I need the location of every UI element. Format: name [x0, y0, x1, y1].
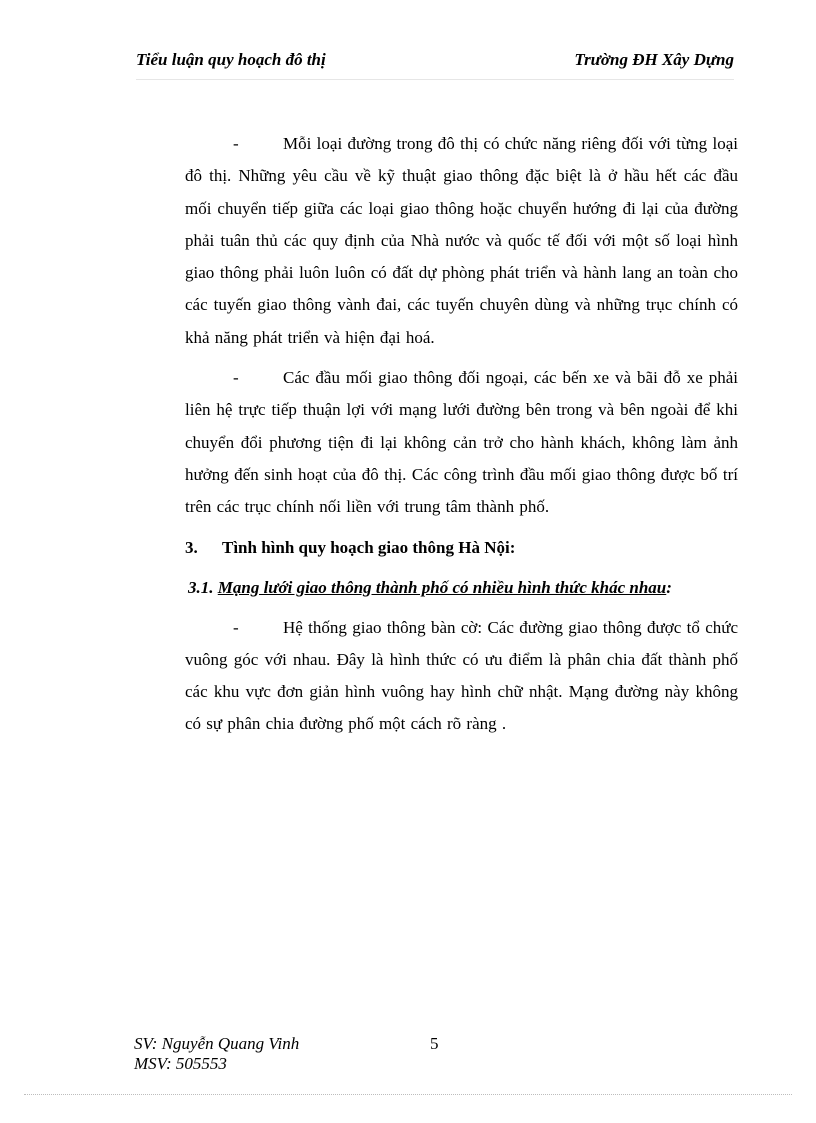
bullet-dash: - — [233, 368, 239, 388]
paragraph-road-functions — [185, 128, 738, 354]
bullet-dash: - — [233, 617, 239, 637]
bullet-dash: - — [233, 134, 239, 153]
subsection-number: 3.1. — [188, 577, 214, 597]
paragraph-text: Các đầu mối giao thông đối ngoại, các bến xe và bãi đỗ xe phải liên hệ trực tiếp thuận lợi với mạng lưới đường bên trong và bên ngoài để khi chuyển đổi phương tiện đi lại không cản trở cho hành khách, không làm ảnh hưởng đến sinh hoạt của đô thị. Các công trình đầu mối giao thông được bố trí trên các trục chính nối liền với trung tâm thành phố. — [185, 368, 738, 517]
paragraph-text: Mỗi loại đường trong đô thị có chức năng riêng đối với từng loại đô thị. Những yêu cầu về kỹ thuật giao thông đặc biệt là ở hầu hết các đầu mối chuyển tiếp giữa các loại giao thông hoặc chuyển hướng đi lại của đường phải tuân thủ các quy định của Nhà nước và quốc tế đối với một số loại hình giao thông phải luôn luôn có đất dự phòng phát triển và hành lang an toàn cho các tuyến giao thông vành đai, các tuyến chuyên dùng và những trục chính có khả năng phát triển và hiện đại hoá. — [185, 134, 738, 347]
page-footer — [134, 1034, 754, 1074]
subsection-title: Mạng lưới giao thông thành phố có nhiều hình thức khác nhau — [217, 577, 667, 597]
header-divider — [136, 79, 734, 80]
page-bottom-divider — [24, 1094, 792, 1095]
paragraph-transport-hubs — [185, 362, 738, 523]
page-number: 5 — [430, 1034, 439, 1053]
header-university: Trường ĐH Xây Dựng — [574, 50, 734, 69]
subsection-heading — [188, 572, 738, 612]
paragraph-grid-network — [185, 612, 738, 741]
page-header — [136, 50, 734, 74]
header-document-title: Tiểu luận quy hoạch đô thị — [136, 50, 326, 69]
page-body — [185, 128, 738, 741]
section-number: 3. — [185, 537, 198, 557]
section-heading — [185, 532, 738, 572]
footer-student-name: SV: Nguyễn Quang Vinh — [134, 1034, 300, 1053]
paragraph-text: Hệ thống giao thông bàn cờ: Các đường giao thông được tổ chức vuông góc với nhau. Đây là hình thức có ưu điểm là phân chia đất thành phố các khu vực đơn giản hình vuông hay hình chữ nhật. Mạng đường này không có sự phân chia đường phố một cách rõ ràng . — [185, 617, 738, 734]
section-title: Tình hình quy hoạch giao thông Hà Nội: — [222, 537, 516, 557]
footer-student-id: MSV: 505553 — [134, 1054, 227, 1073]
subsection-suffix: : — [666, 577, 672, 597]
